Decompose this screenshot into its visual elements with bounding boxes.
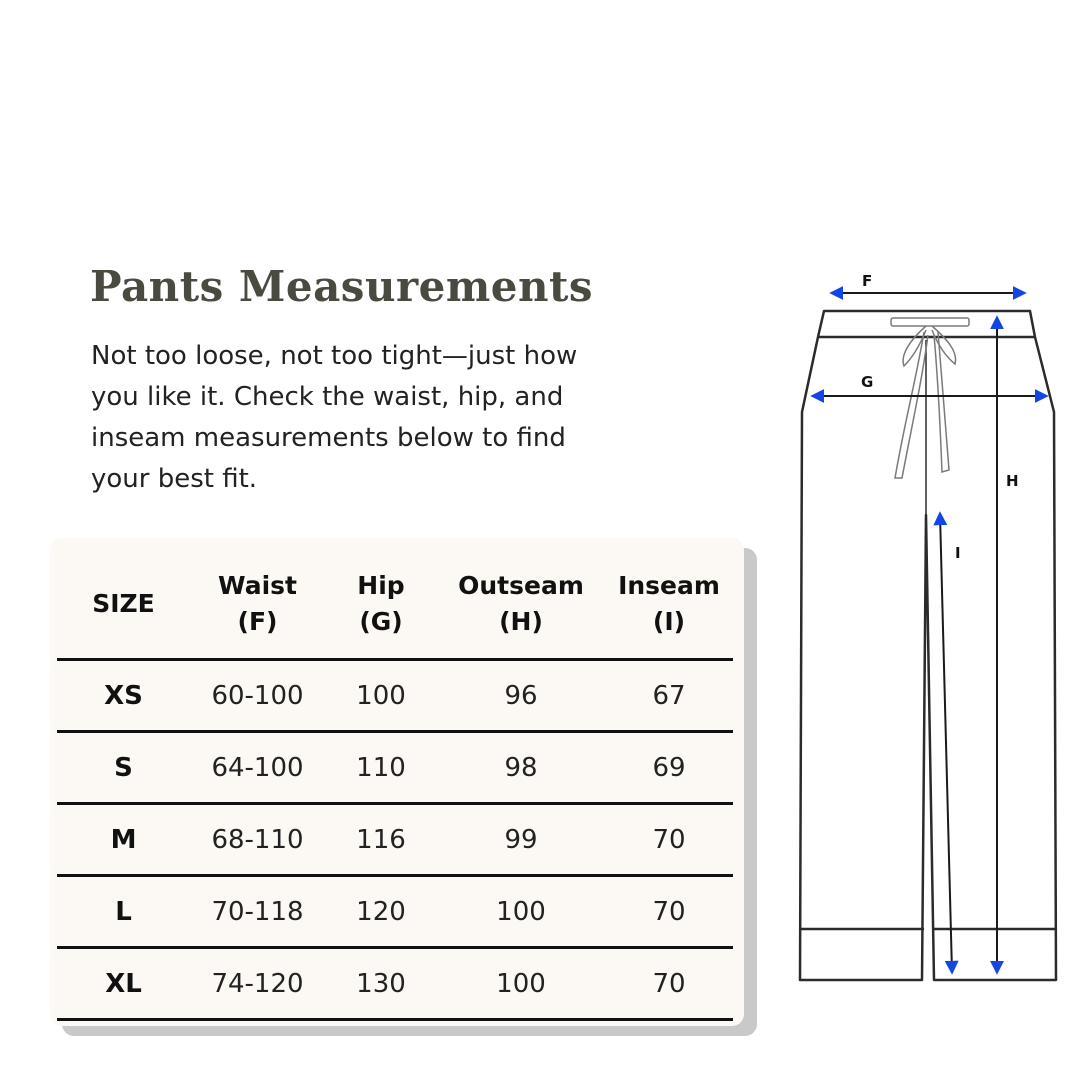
waist-cell: 74-120: [190, 948, 325, 1020]
table-header-row: [57, 550, 733, 660]
header-size-label: SIZE: [92, 589, 155, 618]
inseam-cell: 67: [605, 660, 733, 732]
waist-cell: 70-118: [190, 876, 325, 948]
header-outseam: [437, 550, 605, 660]
size-cell: L: [57, 876, 190, 948]
table-row: [57, 732, 733, 804]
outseam-cell: 100: [437, 948, 605, 1020]
outseam-cell: 98: [437, 732, 605, 804]
drawstring: [891, 318, 969, 478]
outseam-cell: 100: [437, 876, 605, 948]
outseam-cell: 96: [437, 660, 605, 732]
inseam-cell: 70: [605, 804, 733, 876]
outseam-cell: 99: [437, 804, 605, 876]
inseam-cell: 69: [605, 732, 733, 804]
arrow-i: [940, 514, 952, 972]
size-cell: M: [57, 804, 190, 876]
header-hip-code: (G): [359, 607, 403, 636]
table-row: [57, 804, 733, 876]
description: Not too loose, not too tight—just how you like it. Check the waist, hip, and inseam measurements below to find your best fit.: [91, 341, 578, 494]
header-inseam: [605, 550, 733, 660]
header-size: [57, 550, 190, 660]
header-outseam-label: Outseam: [458, 571, 584, 600]
label-f: F: [862, 272, 873, 290]
size-cell: S: [57, 732, 190, 804]
header-outseam-code: (H): [499, 607, 543, 636]
page-title: Pants Measurements: [90, 262, 594, 311]
hip-cell: 110: [325, 732, 437, 804]
hip-cell: 120: [325, 876, 437, 948]
label-i: I: [955, 544, 961, 562]
label-g: G: [861, 373, 874, 391]
header-waist-code: (F): [237, 607, 278, 636]
header-hip-label: Hip: [357, 571, 405, 600]
hip-cell: 130: [325, 948, 437, 1020]
waist-cell: 68-110: [190, 804, 325, 876]
header-waist-label: Waist: [218, 571, 297, 600]
inseam-cell: 70: [605, 876, 733, 948]
size-table: [57, 550, 733, 1021]
header-waist: [190, 550, 325, 660]
label-h: H: [1006, 472, 1019, 490]
table-row: [57, 948, 733, 1020]
header-inseam-code: (I): [652, 607, 686, 636]
waist-cell: 64-100: [190, 732, 325, 804]
table-row: [57, 876, 733, 948]
header-hip: [325, 550, 437, 660]
waist-cell: 60-100: [190, 660, 325, 732]
pants-diagram: [780, 260, 1070, 1000]
hip-cell: 116: [325, 804, 437, 876]
size-cell: XS: [57, 660, 190, 732]
inseam-cell: 70: [605, 948, 733, 1020]
header-inseam-label: Inseam: [618, 571, 720, 600]
pants-outline: [800, 311, 1056, 980]
hip-cell: 100: [325, 660, 437, 732]
table-row: [57, 660, 733, 732]
size-cell: XL: [57, 948, 190, 1020]
